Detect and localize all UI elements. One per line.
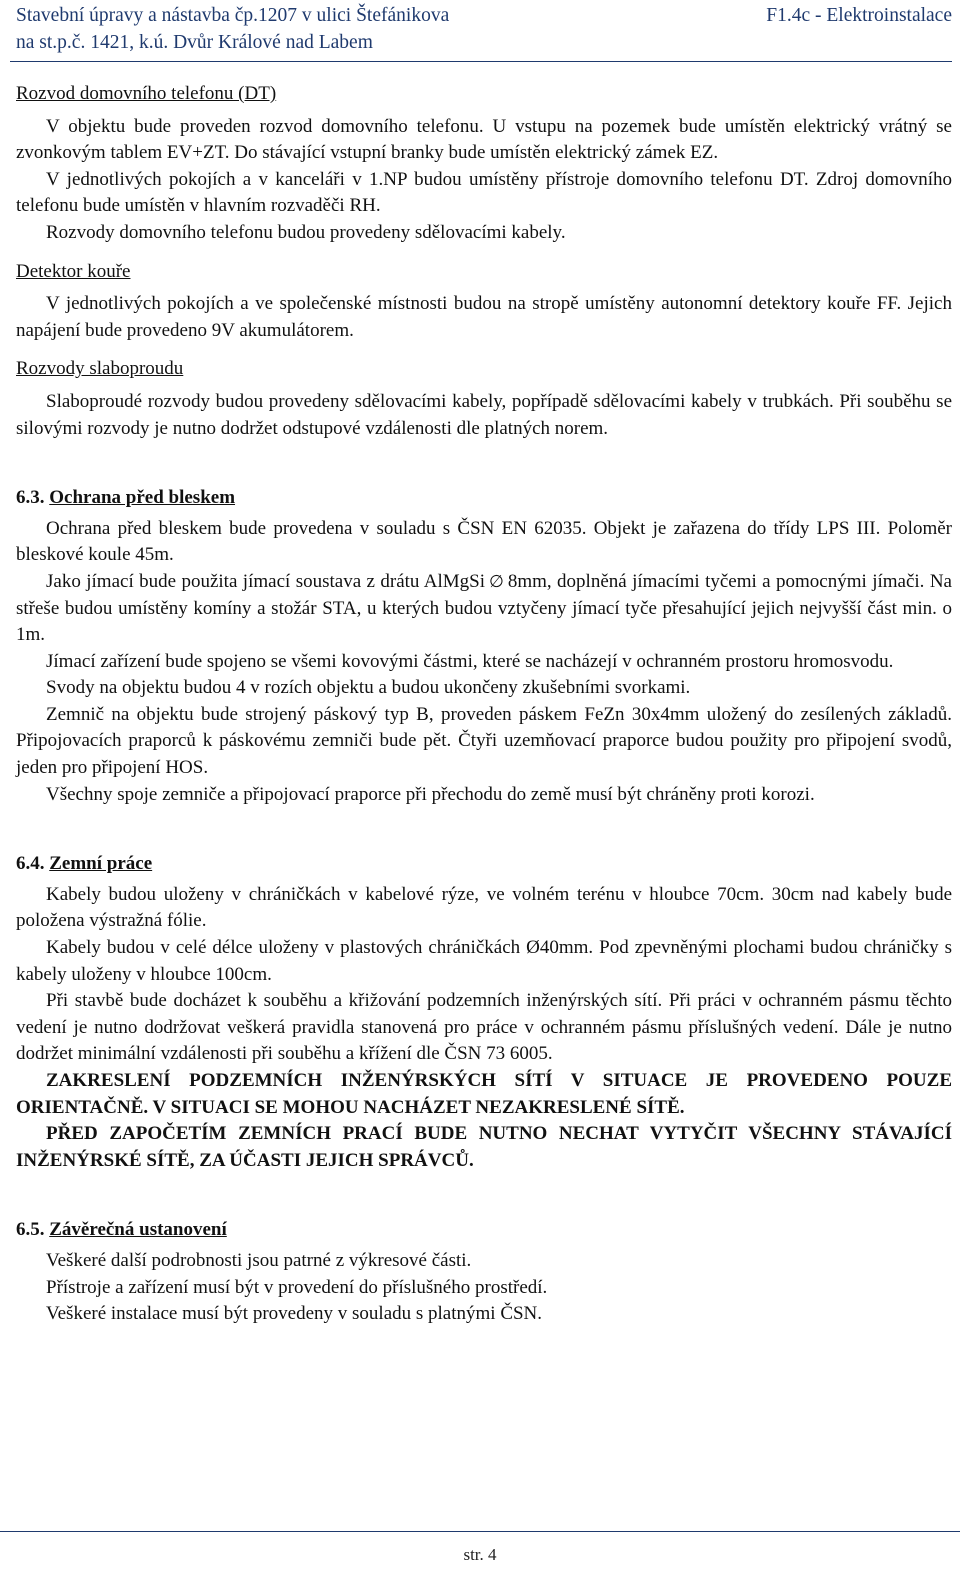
paragraph [16,167,952,220]
section-heading-smoke: Detektor kouře [16,260,131,282]
paragraph [16,569,952,649]
section-heading-earthworks [16,851,952,878]
paragraph-text: Kabely budou v celé délce uloženy v plastových chráničkách Ø40mm. Pod zpevněnými plochami budou chráničky s kabely uloženy v hloubce 100cm. [16,937,952,985]
section-number: 6.5. [16,1219,45,1241]
footer-divider [0,1531,960,1532]
paragraph [16,220,952,247]
section-heading-lightning [16,485,952,512]
paragraph [16,988,952,1068]
header-divider [10,61,952,62]
header-location: na st.p.č. 1421, k.ú. Dvůr Králové nad Labem [16,32,373,53]
paragraph-text: Kabely budou uloženy v chráničkách v kabelové rýze, ve volném terénu v hloubce 70cm. 30cm nad kabely bude položena výstražná fólie. [16,883,952,932]
header-project-title: Stavební úpravy a nástavba čp.1207 v ulici Štefánikova [16,5,450,26]
paragraph-text: V objektu bude proveden rozvod domovního telefonu. U vstupu na pozemek bude umístěn elektrický vrátný se zvonkovým tablem EV+ZT. Do stávající vstupní branky bude umístěn elektrický zámek EZ. [16,115,952,164]
section-number: 6.3. [16,487,45,509]
paragraph-text: Ochrana před bleskem bude provedena v souladu s ČSN EN 62035. Objekt je zařazena do třídy LPS III. Poloměr bleskové koule 45m. [16,517,952,566]
section-title: Závěrečná ustanovení [49,1219,227,1241]
paragraph [16,702,952,782]
section-title: Ochrana před bleskem [49,487,236,509]
paragraph-text: Veškeré další podrobnosti jsou patrné z výkresové části. [46,1249,472,1271]
paragraph-text: Veškeré instalace musí být provedeny v souladu s platnými ČSN. [46,1303,543,1325]
paragraph-text: V jednotlivých pokojích a ve společenské místnosti budou na stropě umístěny autonomní detektory kouře FF. Jejich napájení bude provedeno 9V akumulátorem. [16,293,952,341]
page-header [16,2,952,60]
paragraph [16,935,952,988]
paragraph [16,675,952,702]
section-title: Zemní práce [49,853,153,875]
paragraph-text: Jako jímací bude použita jímací soustava z drátu AlMgSi [46,570,486,592]
paragraph-text: Slaboproudé rozvody budou provedeny sdělovacími kabely, popřípadě sdělovacími kabely v trubkách. Při souběhu se silovými rozvody je nutno dodržet odstupové vzdálenosti dle platných norem. [16,390,952,439]
paragraph-text: Při stavbě bude docházet k souběhu a křižování podzemních inženýrských sítí. Při práci v ochranném pásmu těchto vedení je nutno dodržovat veškerá pravidla stanovená pro práce v ochranném pásmu příslušných vedení. Dále je nutno dodržet minimální vzdálenosti při souběhu a křížení dle ČSN 73 6005. [16,990,952,1065]
paragraph-text: Všechny spoje zemniče a připojovací praporce při přechodu do země musí být chráněny proti korozi. [46,783,815,805]
paragraph-text: 8mm, doplněná jímacími tyčemi a pomocnými jímači. Na střeše budou umístěny komíny a stožár STA, u kterých budou vztyčeny jímací tyče přesahující jejich nejvyšší část min. o 1m. [16,570,952,646]
paragraph-text: Přístroje a zařízení musí být v provedení do příslušného prostředí. [46,1276,548,1298]
warning-paragraph [16,1068,952,1121]
paragraph [16,1301,952,1328]
diameter-symbol: ∅ [489,571,504,592]
paragraph [16,882,952,935]
document-body [16,81,952,1328]
warning-text: PŘED ZAPOČETÍM ZEMNÍCH PRACÍ BUDE NUTNO NECHAT VYTYČIT VŠECHNY STÁVAJÍCÍ INŽENÝRSKÉ SÍTĚ, ZA ÚČASTI JEJICH SPRÁVCŮ. [16,1123,952,1171]
warning-paragraph [16,1121,952,1174]
paragraph [16,1275,952,1302]
section-heading-low-current: Rozvody slaboproudu [16,358,184,380]
paragraph [16,114,952,167]
paragraph-text: Jímací zařízení bude spojeno se všemi kovovými částmi, které se nacházejí v ochranném prostoru hromosvodu. [46,650,894,672]
header-doc-code: F1.4c - Elektroinstalace [766,5,952,26]
paragraph [16,389,952,442]
section-number: 6.4. [16,853,45,875]
paragraph [16,1248,952,1275]
paragraph [16,782,952,809]
section-heading-dt: Rozvod domovního telefonu (DT) [16,83,277,104]
paragraph-text: Svody na objektu budou 4 v rozích objektu a budou ukončeny zkušebními svorkami. [46,677,691,699]
paragraph-text: Rozvody domovního telefonu budou provedeny sdělovacími kabely. [46,221,566,243]
paragraph [16,649,952,676]
paragraph-text: V jednotlivých pokojích a v kanceláři v 1.NP budou umístěny přístroje domovního telefonu DT. Zdroj domovního telefonu bude umístěn v hlavním rozvaděči RH. [16,168,952,217]
page-number: str. 4 [463,1545,497,1564]
paragraph-text: Zemnič na objektu bude strojený páskový typ B, proveden páskem FeZn 30x4mm uložený do zesílených základů. Připojovacích praporců k páskovému zemniči bude pět. Čtyři uzemňovací praporce budou použity pro připojení svodů, jeden pro připojení HOS. [16,703,952,779]
warning-text: ZAKRESLENÍ PODZEMNÍCH INŽENÝRSKÝCH SÍTÍ V SITUACE JE PROVEDENO POUZE ORIENTAČNĚ. V SITUACI SE MOHOU NACHÁZET NEZAKRESLENÉ SÍTĚ. [16,1070,952,1118]
section-heading-final [16,1217,952,1244]
paragraph [16,291,952,344]
paragraph [16,516,952,569]
